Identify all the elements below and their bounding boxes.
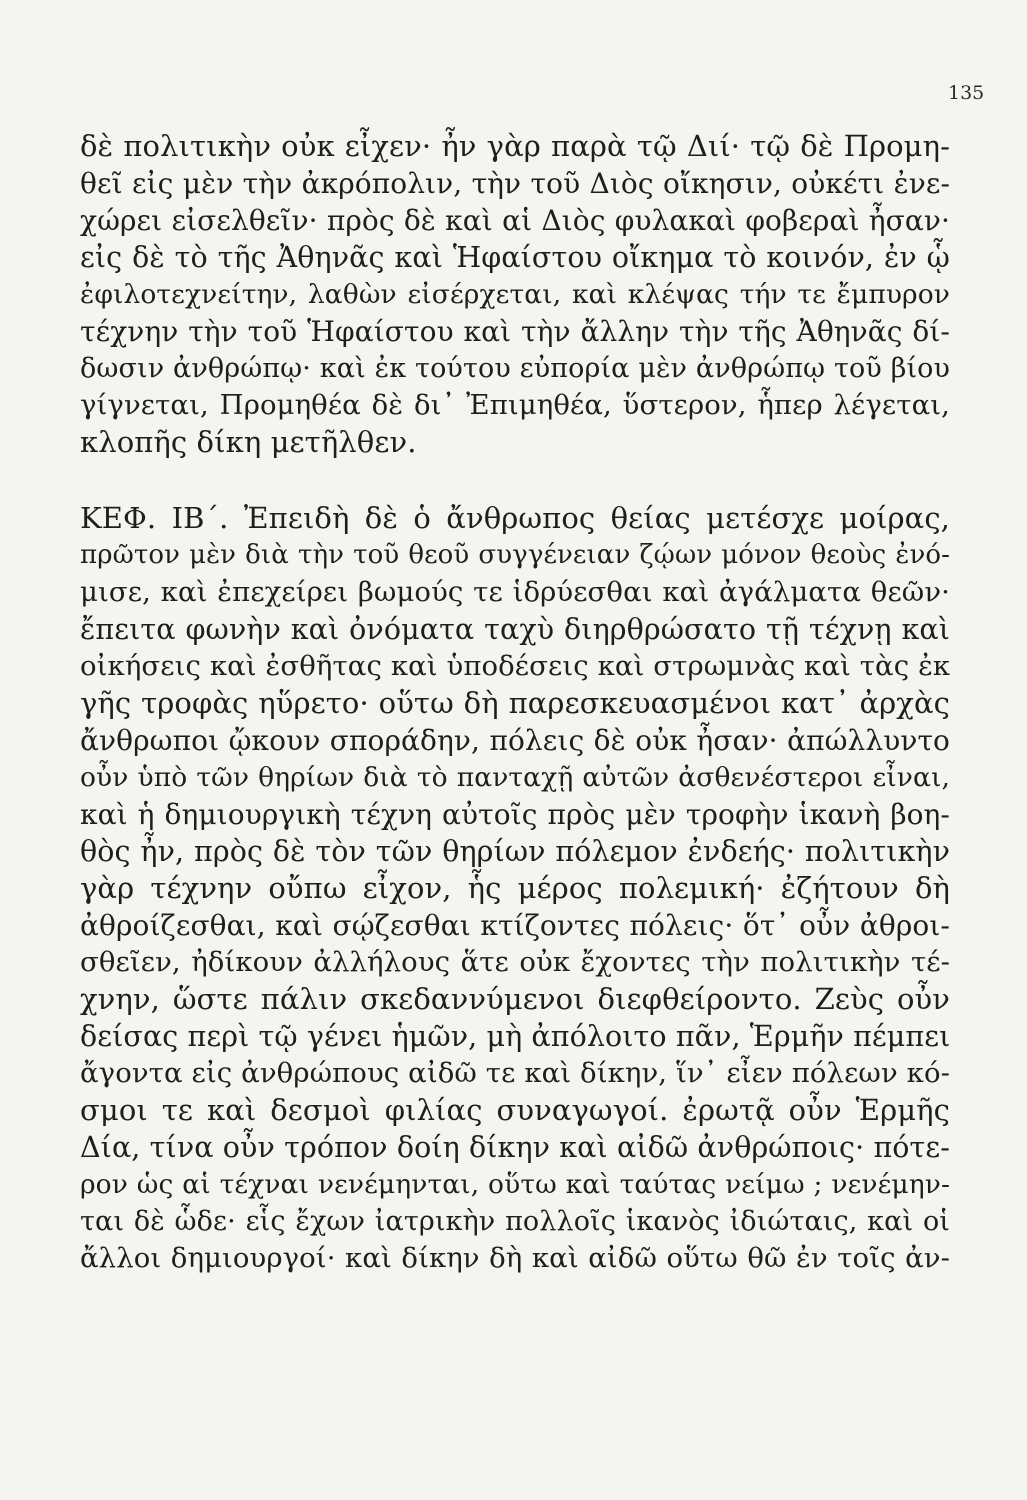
text-line: οἰκήσεις καὶ ἐσθῆτας καὶ ὑποδέσεις καὶ στρωμνὰς καὶ τὰς ἐκ	[80, 650, 951, 682]
paragraph-gap	[80, 461, 950, 500]
text-line: ται δὲ ὧδε· εἷς ἔχων ἰατρικὴν πολλοῖς ἱκανὸς ἰδιώταις, καὶ οἱ	[80, 1206, 950, 1237]
text-line: ἄλλοι δημιουργοί· καὶ δίκην δὴ καὶ αἰδῶ οὕτω θῶ ἐν τοῖς ἀν-	[80, 1242, 950, 1274]
page-number: 135	[948, 82, 985, 104]
text-line: ἄνθρωποι ᾤκουν σποράδην, πόλεις δὲ οὐκ ἦσαν· ἀπώλλυντο	[80, 724, 950, 757]
text-line: καὶ ἡ δημιουργικὴ τέχνη αὐτοῖς πρὸς μὲν τροφὴν ἱκανὴ βοη-	[80, 798, 950, 831]
text-line: οὖν ὑπὸ τῶν θηρίων διὰ τὸ πανταχῇ αὐτῶν ἀσθενέστεροι εἶναι,	[80, 762, 950, 793]
text-line: εἰς δὲ τὸ τῆς Ἀθηνᾶς καὶ Ἡφαίστου οἴκημα τὸ κοινόν, ἐν ᾧ	[80, 241, 950, 274]
text-line: Δία, τίνα οὖν τρόπον δοίη δίκην καὶ αἰδῶ ἀνθρώποις· πότε-	[80, 1131, 950, 1164]
text-line: τέχνην τὴν τοῦ Ἡφαίστου καὶ τὴν ἄλλην τὴν τῆς Ἀθηνᾶς δί-	[80, 315, 950, 348]
text-line: ἐφιλοτεχνείτην, λαθὼν εἰσέρχεται, καὶ κλέψας τήν τε ἔμπυρον	[80, 279, 950, 310]
text-line: θεῖ εἰς μὲν τὴν ἀκρόπολιν, τὴν τοῦ Διὸς οἴκησιν, οὐκέτι ἐνε-	[80, 167, 950, 200]
text-line: θὸς ἦν, πρὸς δὲ τὸν τῶν θηρίων πόλεμον ἐνδεής· πολιτικὴν	[80, 835, 950, 868]
text-line: ἀθροίζεσθαι, καὶ σῴζεσθαι κτίζοντες πόλεις· ὅτ᾽ οὖν ἀθροι-	[80, 909, 950, 942]
paragraph-1	[80, 128, 950, 461]
text-line: γίγνεται, Προμηθέα δὲ δι᾽ Ἐπιμηθέα, ὕστερον, ἧπερ λέγεται,	[80, 389, 950, 421]
text-line: σμοι τε καὶ δεσμοὶ φιλίας συναγωγοί. ἐρωτᾷ οὖν Ἑρμῆς	[80, 1093, 950, 1127]
text-line: ρον ὡς αἱ τέχναι νενέμηνται, οὕτω καὶ ταύτας νείμω ; νενέμην-	[80, 1169, 950, 1200]
paragraph-2	[80, 500, 950, 1277]
text-line: γὰρ τέχνην οὔπω εἶχον, ἧς μέρος πολεμική· ἐζήτουν δὴ	[80, 871, 950, 905]
text-line: δείσας περὶ τῷ γένει ἡμῶν, μὴ ἀπόλοιτο πᾶν, Ἑρμῆν πέμπει	[80, 1020, 951, 1053]
text-line: δωσιν ἀνθρώπῳ· καὶ ἐκ τούτου εὐπορία μὲν ἀνθρώπῳ τοῦ βίου	[80, 353, 950, 384]
text-line: δὲ πολιτικὴν οὐκ εἶχεν· ἦν γὰρ παρὰ τῷ Διί· τῷ δὲ Προμη-	[80, 129, 950, 163]
text-line: ἔπειτα φωνὴν καὶ ὀνόματα ταχὺ διηρθρώσατο τῇ τέχνῃ καὶ	[80, 613, 950, 646]
text-line: πρῶτον μὲν διὰ τὴν τοῦ θεοῦ συγγένειαν ζῴων μόνον θεοὺς ἐνό-	[80, 540, 950, 570]
text-line: χώρει εἰσελθεῖν· πρὸς δὲ καὶ αἱ Διὸς φυλακαὶ φοβεραὶ ἦσαν·	[80, 204, 950, 237]
text-line: σθεῖεν, ἠδίκουν ἀλλήλους ἅτε οὐκ ἔχοντες τὴν πολιτικὴν τέ-	[80, 946, 950, 978]
text-line: κλοπῆς δίκη μετῆλθεν.	[80, 425, 417, 459]
chapter-heading-line: ΚΕΦ. ΙΒ΄. Ἐπειδὴ δὲ ὁ ἄνθρωπος θείας μετέσχε μοίρας,	[80, 501, 950, 535]
text-line: ἄγοντα εἰς ἀνθρώπους αἰδῶ τε καὶ δίκην, ἵν᾽ εἶεν πόλεων κό-	[80, 1057, 950, 1089]
text-block	[80, 128, 950, 1277]
text-line: μισε, καὶ ἐπεχείρει βωμούς τε ἱδρύεσθαι καὶ ἀγάλματα θεῶν·	[80, 576, 950, 608]
text-line: γῆς τροφὰς ηὕρετο· οὕτω δὴ παρεσκευασμένοι κατ᾽ ἀρχὰς	[80, 686, 950, 720]
text-line: χνην, ὥστε πάλιν σκεδαννύμενοι διεφθείροντο. Ζεὺς οὖν	[80, 982, 950, 1016]
